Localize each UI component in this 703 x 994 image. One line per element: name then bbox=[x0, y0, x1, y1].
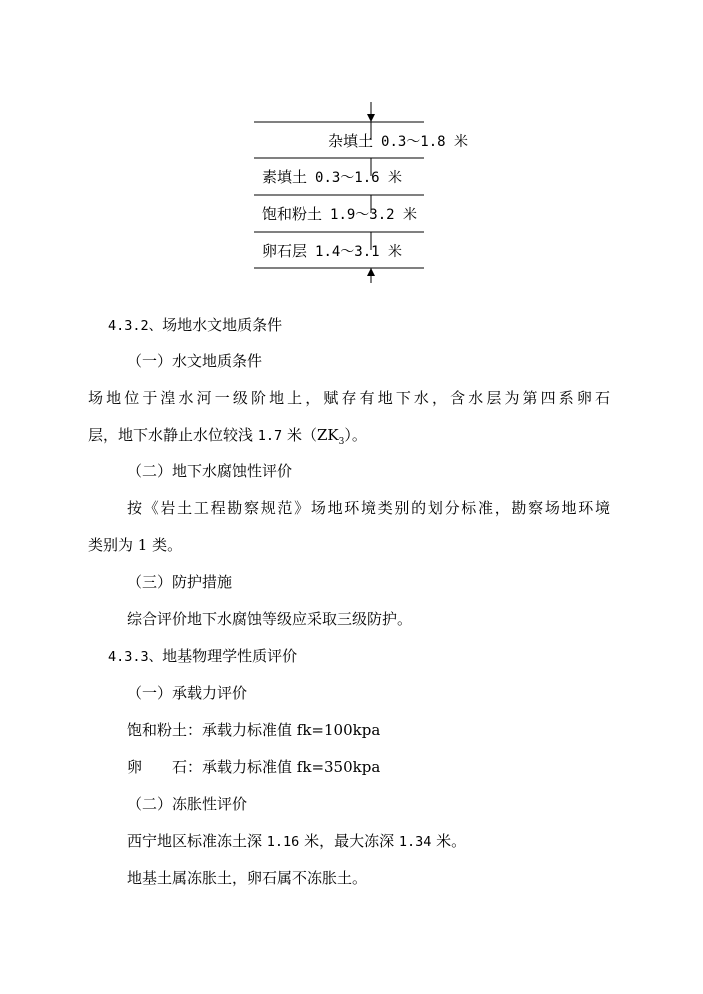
layer-name: 卵石层 bbox=[262, 242, 308, 260]
text-span: 米，最大冻深 bbox=[299, 832, 399, 850]
section-heading-4-3-2 bbox=[108, 315, 282, 336]
subheading-protection: （三）防护措施 bbox=[127, 573, 233, 591]
section-number: 4.3.3、 bbox=[108, 649, 163, 665]
bearing-row-pebble bbox=[127, 757, 380, 777]
frost-depth-standard: 1.16 bbox=[266, 834, 300, 850]
strata-diagram bbox=[254, 100, 514, 285]
bearing-value: 承载力标准值 fk=350kpa bbox=[202, 758, 381, 776]
section-title: 地基物理学性质评价 bbox=[162, 647, 298, 665]
bearing-row-silt bbox=[127, 720, 380, 740]
soil-label: 卵 bbox=[127, 758, 143, 776]
top-arrow-head bbox=[367, 114, 375, 122]
layer-thickness: 1.9～3.2 米 bbox=[330, 207, 418, 223]
paragraph-line bbox=[127, 831, 466, 852]
bottom-arrow-head bbox=[367, 268, 375, 276]
paragraph-line: 按《岩土工程勘察规范》场地环境类别的划分标准，勘察场地环境 bbox=[127, 499, 610, 517]
bearing-value: 承载力标准值 fk=100kpa bbox=[202, 721, 381, 739]
layer-name: 饱和粉土 bbox=[262, 205, 323, 223]
subheading-frost-heave: （二）冻胀性评价 bbox=[127, 795, 248, 813]
text-span: 西宁地区标准冻土深 bbox=[127, 832, 267, 850]
water-level-value: 1.7 bbox=[257, 428, 283, 444]
subheading-hydrogeology: （一）水文地质条件 bbox=[127, 352, 263, 370]
layer-fill bbox=[328, 132, 468, 151]
layer-pebble bbox=[262, 242, 402, 261]
layer-thickness: 1.4～3.1 米 bbox=[315, 244, 403, 260]
text-span: 米（ZK bbox=[282, 426, 339, 444]
section-number: 4.3.2、 bbox=[108, 318, 163, 334]
layer-thickness: 0.3～1.8 米 bbox=[381, 134, 469, 150]
paragraph-line: 地基土属冻胀土，卵石属不冻胀土。 bbox=[127, 869, 368, 887]
section-heading-4-3-3 bbox=[108, 646, 297, 667]
paragraph-line bbox=[88, 425, 367, 452]
layer-name: 素填土 bbox=[262, 168, 308, 186]
layer-thickness: 0.3～1.6 米 bbox=[315, 170, 403, 186]
frost-depth-max: 1.34 bbox=[398, 834, 432, 850]
layer-name: 杂填土 bbox=[328, 132, 374, 150]
layer-saturated-silt bbox=[262, 205, 417, 224]
paragraph-line: 综合评价地下水腐蚀等级应采取三级防护。 bbox=[127, 610, 413, 628]
paragraph-line: 类别为 1 类。 bbox=[88, 536, 183, 554]
borehole-subscript: 3 bbox=[338, 437, 345, 447]
subheading-bearing-capacity: （一）承载力评价 bbox=[127, 684, 248, 702]
text-span: ）。 bbox=[344, 426, 367, 444]
layer-plain-fill bbox=[262, 168, 402, 187]
text-span: 层，地下水静止水位较浅 bbox=[88, 426, 258, 444]
text-span: 米。 bbox=[431, 832, 467, 850]
soil-label: 石： bbox=[172, 758, 203, 776]
paragraph-line: 场地位于湟水河一级阶地上，赋存有地下水，含水层为第四系卵石 bbox=[88, 389, 610, 407]
soil-label: 饱和粉土： bbox=[127, 721, 203, 739]
subheading-corrosion: （二）地下水腐蚀性评价 bbox=[127, 462, 293, 480]
section-title: 场地水文地质条件 bbox=[162, 316, 283, 334]
